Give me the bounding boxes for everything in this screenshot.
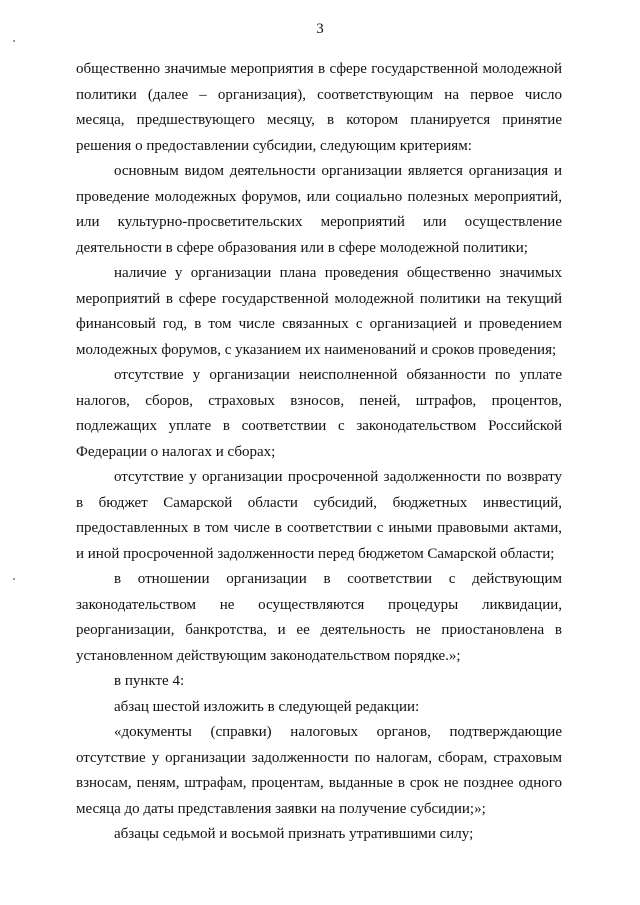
text-line: абзац шестой изложить в следующей редакции: <box>114 698 420 715</box>
scan-mark <box>13 40 15 42</box>
text-line: «документы (справки) налоговых органов, подтверждающие <box>114 724 562 740</box>
text-line: месяца до даты представления заявки на получение субсидии;»; <box>76 800 486 817</box>
text-line: отсутствие у организации неисполненной обязанности по уплате <box>114 367 562 383</box>
text-line: отсутствие у организации просроченной задолженности по возврату <box>114 469 562 485</box>
text-line: Федерации о налогах и сборах; <box>76 443 276 460</box>
text-line: и иной просроченной задолженности перед бюджетом Самарской области; <box>76 545 555 562</box>
text-line: законодательством не осуществляются процедуры ликвидации, <box>76 596 562 613</box>
document-body <box>76 57 562 848</box>
text-line: подлежащих уплате в соответствии с законодательством Российской <box>76 418 562 434</box>
text-line: установленном действующим законодательством порядке.»; <box>76 647 461 664</box>
text-line: в отношении организации в соответствии с действующим <box>114 571 562 587</box>
text-line: мероприятий в сфере государственной молодежной политики на текущий <box>76 290 562 307</box>
text-line: молодежных форумов, с указанием их наименований и сроков проведения; <box>76 341 557 358</box>
text-line: решения о предоставлении субсидии, следующим критериям: <box>76 137 472 154</box>
text-line: политики (далее – организация), соответствующим на первое число <box>76 86 562 103</box>
text-line: в бюджет Самарской области субсидий, бюджетных инвестиций, <box>76 494 562 511</box>
text-line: или культурно-просветительских мероприятий или осуществление <box>76 214 562 230</box>
text-line: абзацы седьмой и восьмой признать утратившими силу; <box>114 826 474 842</box>
text-line: реорганизации, банкротства, и ее деятельность не приостановлена в <box>76 622 562 638</box>
text-line: отсутствие у организации задолженности по налогам, сборам, страховым <box>76 749 562 766</box>
text-line: месяца, предшествующего месяцу, в котором планируется принятие <box>76 112 562 128</box>
text-line: финансовый год, в том числе связанных с организацией и проведением <box>76 316 562 332</box>
text-line: деятельности в сфере образования или в сфере молодежной политики; <box>76 239 528 256</box>
text-line: основным видом деятельности организации является организация и <box>114 163 562 179</box>
page-number: 3 <box>316 21 324 37</box>
text-line: предоставленных в том числе в соответствии с иными правовыми актами, <box>76 520 562 536</box>
text-line: общественно значимые мероприятия в сфере государственной молодежной <box>76 61 562 77</box>
text-line: наличие у организации плана проведения общественно значимых <box>114 265 562 281</box>
scan-mark <box>13 578 15 580</box>
text-line: налогов, сборов, страховых взносов, пеней, штрафов, процентов, <box>76 392 562 409</box>
text-line: в пункте 4: <box>114 673 185 689</box>
text-line: взносам, пеням, штрафам, процентам, выданные в срок не позднее одного <box>76 775 562 791</box>
text-line: проведение молодежных форумов, или социально полезных мероприятий, <box>76 188 562 205</box>
